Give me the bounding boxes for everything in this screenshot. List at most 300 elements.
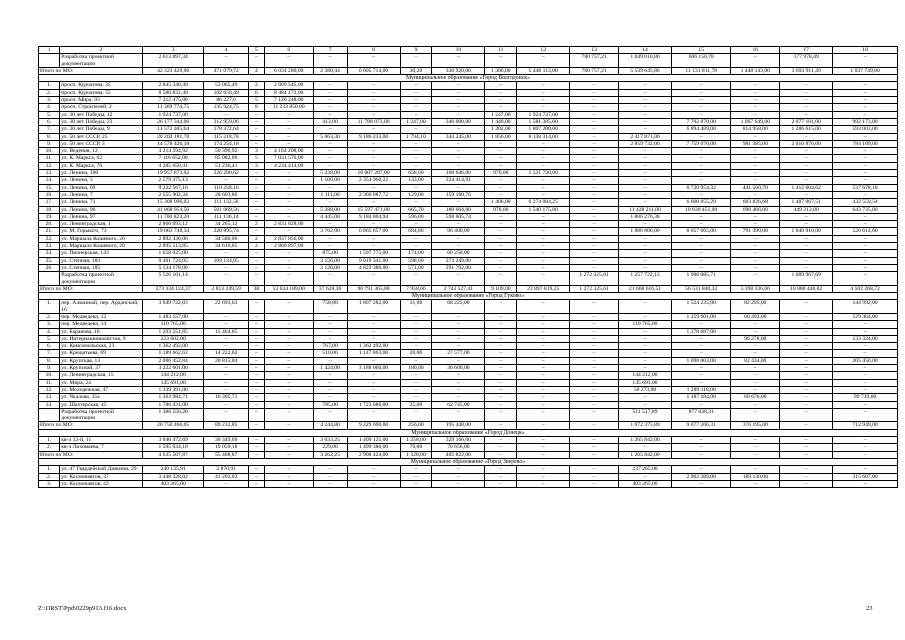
value-cell: 60 492,00: [731, 313, 780, 320]
row-number: 26.: [39, 264, 60, 271]
value-cell: –: [264, 54, 313, 68]
value-cell: –: [264, 206, 313, 213]
value-cell: 53 065,49: [204, 82, 249, 89]
value-cell: –: [731, 162, 780, 169]
value-cell: 8 484 173,00: [264, 89, 313, 96]
value-cell: 1 067 649,00: [731, 118, 780, 125]
address-cell: ул. Чкалова, 35а: [60, 394, 143, 401]
value-cell: –: [833, 386, 898, 393]
value-cell: 3 448 328,02: [142, 473, 204, 480]
value-cell: –: [517, 213, 570, 220]
value-cell: –: [485, 104, 517, 111]
value-cell: 1 531 730,00: [517, 170, 570, 177]
value-cell: 3 693 911,49: [780, 67, 833, 74]
value-cell: –: [833, 379, 898, 386]
value-cell: 5 134 178,00: [142, 264, 204, 271]
value-cell: 6 660 055,29: [672, 199, 731, 206]
value-cell: –: [517, 379, 570, 386]
value-cell: 99 719,00: [833, 394, 898, 401]
value-cell: –: [731, 191, 780, 198]
value-cell: 240 135,91: [142, 466, 204, 473]
value-cell: 76 656,00: [432, 444, 485, 451]
value-cell: –: [204, 365, 249, 372]
value-cell: 403 265,00: [142, 480, 204, 487]
address-cell: пер. Медведева, 12: [60, 313, 143, 320]
value-cell: 785,00: [313, 401, 347, 408]
value-cell: –: [731, 401, 780, 408]
value-cell: 180,00: [400, 365, 432, 372]
row-number: 8.: [39, 357, 60, 364]
row-number: 14.: [39, 177, 60, 184]
address-cell: ул. Космонавтов, 37: [60, 473, 143, 480]
value-cell: –: [432, 140, 485, 147]
value-cell: 1 272 325,61: [570, 272, 619, 286]
column-number: 4: [204, 47, 249, 54]
value-cell: –: [264, 335, 313, 342]
value-cell: –: [347, 221, 400, 228]
value-cell: 109 134,05: [204, 257, 249, 264]
value-cell: –: [313, 111, 347, 118]
value-cell: –: [204, 401, 249, 408]
value-cell: 329 166,00: [432, 437, 485, 444]
value-cell: –: [347, 126, 400, 133]
value-cell: 1 406,00: [485, 199, 517, 206]
value-cell: –: [833, 243, 898, 250]
value-cell: –: [780, 177, 833, 184]
value-cell: –: [485, 379, 517, 386]
value-cell: –: [248, 422, 264, 429]
table-row: [39, 184, 898, 191]
value-cell: 4 445,00: [313, 213, 347, 220]
address-cell: ул. Крупской, 37: [60, 365, 143, 372]
value-cell: –: [485, 300, 517, 314]
value-cell: –: [264, 394, 313, 401]
table-row: [39, 394, 898, 401]
value-cell: 598 605,74: [432, 213, 485, 220]
value-cell: 1 247,00: [400, 118, 432, 125]
value-cell: –: [248, 170, 264, 177]
row-number: 18.: [39, 206, 60, 213]
value-cell: 10 830 451,00: [672, 206, 731, 213]
value-cell: 5 448 113,00: [517, 67, 570, 74]
address-cell: ул. Ленина, 7: [60, 191, 143, 198]
row-number: 21.: [39, 228, 60, 235]
address-cell: просп. Курчатова, 35: [60, 82, 143, 89]
value-cell: –: [780, 394, 833, 401]
value-cell: –: [400, 97, 432, 104]
address-cell: ул. Пионерская, 143: [60, 250, 143, 257]
table-row: [39, 480, 898, 487]
value-cell: 1 658 025,00: [142, 250, 204, 257]
value-cell: –: [313, 89, 347, 96]
value-cell: 68 225,00: [432, 300, 485, 314]
value-cell: 291 792,00: [432, 264, 485, 271]
value-cell: 34 580,06: [204, 235, 249, 242]
value-cell: 2: [248, 235, 264, 242]
value-cell: 603 826,68: [731, 199, 780, 206]
value-cell: –: [313, 82, 347, 89]
value-cell: –: [517, 394, 570, 401]
value-cell: –: [248, 372, 264, 379]
value-cell: –: [485, 191, 517, 198]
value-cell: 1 257 722,13: [619, 272, 672, 286]
value-cell: –: [248, 365, 264, 372]
value-cell: –: [517, 250, 570, 257]
value-cell: –: [731, 365, 780, 372]
value-cell: 471 079,72: [204, 67, 249, 74]
municipality-section-row: [39, 429, 898, 436]
value-cell: 1 483 557,00: [142, 313, 204, 320]
value-cell: –: [672, 321, 731, 328]
value-cell: 36 349,69: [204, 437, 249, 444]
value-cell: –: [432, 221, 485, 228]
value-cell: –: [672, 213, 731, 220]
value-cell: –: [570, 444, 619, 451]
value-cell: –: [780, 357, 833, 364]
value-cell: –: [264, 126, 313, 133]
value-cell: –: [485, 184, 517, 191]
value-cell: –: [347, 162, 400, 169]
value-cell: 312 959,06: [204, 118, 249, 125]
value-cell: –: [248, 140, 264, 147]
value-cell: –: [619, 155, 672, 162]
value-cell: –: [570, 379, 619, 386]
value-cell: –: [570, 422, 619, 429]
value-cell: 273 334 124,37: [142, 285, 204, 292]
value-cell: 875,00: [313, 250, 347, 257]
value-cell: –: [347, 466, 400, 473]
value-cell: –: [264, 357, 313, 364]
address-cell: ул. Ленинградская, 15: [60, 372, 143, 379]
value-cell: –: [833, 343, 898, 350]
value-cell: –: [313, 386, 347, 393]
value-cell: 11 369 774,75: [142, 104, 204, 111]
value-cell: –: [400, 126, 432, 133]
table-row: [39, 235, 898, 242]
address-cell: ул. Молодежная, 47: [60, 386, 143, 393]
value-cell: –: [432, 155, 485, 162]
value-cell: –: [313, 408, 347, 422]
value-cell: –: [432, 357, 485, 364]
value-cell: –: [731, 321, 780, 328]
value-cell: –: [517, 191, 570, 198]
value-cell: 1 328,00: [400, 451, 432, 458]
value-cell: 9 019 341,00: [347, 257, 400, 264]
value-cell: –: [204, 250, 249, 257]
value-cell: –: [619, 328, 672, 335]
value-cell: –: [570, 111, 619, 118]
value-cell: 8: [248, 104, 264, 111]
address-cell: ул. Комсомольская, 23: [60, 343, 143, 350]
value-cell: –: [570, 148, 619, 155]
value-cell: –: [780, 379, 833, 386]
value-cell: 1 272 325,61: [570, 285, 619, 292]
value-cell: –: [833, 54, 898, 68]
value-cell: 16 305,71: [204, 394, 249, 401]
value-cell: 60 250,00: [432, 250, 485, 257]
value-cell: 992 173,00: [833, 118, 898, 125]
value-cell: –: [780, 313, 833, 320]
value-cell: 2 579 375,13: [142, 177, 204, 184]
value-cell: –: [570, 177, 619, 184]
value-cell: 658,00: [400, 170, 432, 177]
value-cell: 8 586 831,49: [142, 89, 204, 96]
value-cell: 82 295,00: [731, 300, 780, 314]
value-cell: –: [248, 321, 264, 328]
value-cell: 28 603,86: [204, 191, 249, 198]
value-cell: 9 077 266,31: [672, 422, 731, 429]
value-cell: –: [432, 343, 485, 350]
value-cell: –: [485, 235, 517, 242]
value-cell: –: [347, 97, 400, 104]
value-cell: –: [313, 97, 347, 104]
value-cell: –: [517, 357, 570, 364]
row-number: [39, 54, 60, 68]
value-cell: 7 958,66: [400, 285, 432, 292]
value-cell: 1 595 034,18: [142, 444, 204, 451]
value-cell: –: [570, 82, 619, 89]
value-cell: –: [731, 82, 780, 89]
value-cell: –: [672, 451, 731, 458]
value-cell: –: [570, 300, 619, 314]
value-cell: 814 958,00: [731, 126, 780, 133]
value-cell: –: [672, 250, 731, 257]
value-cell: –: [264, 444, 313, 451]
value-cell: –: [780, 170, 833, 177]
value-cell: 110 765,00: [619, 321, 672, 328]
value-cell: –: [731, 177, 780, 184]
value-cell: –: [248, 177, 264, 184]
value-cell: –: [313, 155, 347, 162]
value-cell: 2: [248, 82, 264, 89]
value-cell: 20,00: [400, 350, 432, 357]
value-cell: –: [400, 104, 432, 111]
value-cell: 4: [248, 67, 264, 74]
value-cell: 2 831 828,00: [264, 221, 313, 228]
value-cell: 62 745,00: [432, 401, 485, 408]
row-number: 12.: [39, 386, 60, 393]
address-cell: кв-л 12-й, 11: [60, 437, 143, 444]
value-cell: –: [432, 199, 485, 206]
value-cell: 8 138 314,00: [517, 133, 570, 140]
row-number: 1.: [39, 82, 60, 89]
value-cell: –: [570, 199, 619, 206]
value-cell: –: [570, 213, 619, 220]
table-row: [39, 126, 898, 133]
row-number: 12.: [39, 162, 60, 169]
municipality-title: Муниципальное образование «Город Гуково»: [39, 293, 898, 300]
value-cell: –: [517, 82, 570, 89]
value-cell: –: [347, 89, 400, 96]
value-cell: –: [347, 82, 400, 89]
value-cell: –: [204, 321, 249, 328]
value-cell: 981 385,00: [731, 140, 780, 147]
value-cell: –: [780, 350, 833, 357]
value-cell: 2 866 093,12: [142, 221, 204, 228]
value-cell: 4 822 386,00: [347, 264, 400, 271]
value-cell: 8 057 665,00: [672, 228, 731, 235]
value-cell: 6 605 714,00: [347, 67, 400, 74]
value-cell: –: [347, 328, 400, 335]
value-cell: –: [400, 54, 432, 68]
row-number: 2.: [39, 444, 60, 451]
value-cell: –: [517, 272, 570, 286]
value-cell: 1 412 604,62: [780, 184, 833, 191]
value-cell: –: [485, 264, 517, 271]
value-cell: 3 188 000,00: [347, 365, 400, 372]
value-cell: 1 540 175,00: [517, 206, 570, 213]
value-cell: –: [619, 118, 672, 125]
column-number: 5: [248, 47, 264, 54]
value-cell: –: [731, 155, 780, 162]
value-cell: –: [672, 466, 731, 473]
value-cell: 1 807 200,00: [517, 126, 570, 133]
value-cell: –: [833, 350, 898, 357]
value-cell: 55 408,87: [204, 451, 249, 458]
value-cell: –: [432, 473, 485, 480]
table-row: [39, 140, 898, 147]
value-cell: –: [264, 343, 313, 350]
value-cell: –: [313, 54, 347, 68]
row-number: 24.: [39, 250, 60, 257]
value-cell: –: [248, 184, 264, 191]
value-cell: –: [264, 480, 313, 487]
address-cell: ул. Ленина, 5: [60, 177, 143, 184]
value-cell: –: [672, 82, 731, 89]
value-cell: –: [347, 408, 400, 422]
value-cell: –: [204, 386, 249, 393]
value-cell: –: [570, 235, 619, 242]
value-cell: –: [619, 111, 672, 118]
row-number: 9.: [39, 140, 60, 147]
value-cell: –: [313, 243, 347, 250]
value-cell: –: [313, 235, 347, 242]
address-cell: ул. Ленина, 96: [60, 206, 143, 213]
value-cell: –: [400, 89, 432, 96]
column-number: 6: [264, 47, 313, 54]
table-row: [39, 272, 898, 286]
value-cell: –: [313, 335, 347, 342]
value-cell: –: [347, 111, 400, 118]
value-cell: 6 720 954,32: [672, 184, 731, 191]
value-cell: –: [619, 162, 672, 169]
value-cell: 129,00: [400, 191, 432, 198]
value-cell: –: [347, 386, 400, 393]
value-cell: –: [517, 422, 570, 429]
value-cell: –: [833, 264, 898, 271]
value-cell: –: [248, 408, 264, 422]
value-cell: –: [672, 148, 731, 155]
value-cell: 229,00: [313, 444, 347, 451]
address-cell: просп. Строителей, 2: [60, 104, 143, 111]
value-cell: 1 306,00: [485, 67, 517, 74]
value-cell: 25,00: [400, 401, 432, 408]
value-cell: –: [731, 148, 780, 155]
value-cell: –: [833, 365, 898, 372]
value-cell: –: [833, 170, 898, 177]
value-cell: –: [833, 272, 898, 286]
value-cell: 3 762,00: [313, 228, 347, 235]
value-cell: –: [570, 264, 619, 271]
table-row: [39, 206, 898, 213]
address-cell: ул. Ведения, 12: [60, 148, 143, 155]
value-cell: –: [619, 394, 672, 401]
value-cell: –: [780, 408, 833, 422]
value-cell: –: [264, 473, 313, 480]
row-number: 4.: [39, 104, 60, 111]
value-cell: 405 822,00: [432, 451, 485, 458]
municipality-title: Муниципальное образование «Город Зверево»: [39, 458, 898, 465]
value-cell: 537 678,18: [833, 184, 898, 191]
address-cell: просп. Курчатова, 55: [60, 89, 143, 96]
value-cell: 1 100,00: [313, 177, 347, 184]
value-cell: 145 691,00: [142, 379, 204, 386]
value-cell: –: [570, 408, 619, 422]
value-cell: –: [780, 328, 833, 335]
value-cell: –: [672, 401, 731, 408]
value-cell: 5 526 101,14: [142, 272, 204, 286]
value-cell: 5 288,00: [313, 206, 347, 213]
value-cell: –: [780, 104, 833, 111]
value-cell: –: [485, 394, 517, 401]
value-cell: –: [833, 148, 898, 155]
value-cell: –: [780, 437, 833, 444]
value-cell: –: [485, 408, 517, 422]
value-cell: –: [517, 177, 570, 184]
value-cell: 11 131 811,78: [672, 67, 731, 74]
column-number: 18: [833, 47, 898, 54]
value-cell: –: [485, 444, 517, 451]
value-cell: 1 265 842,00: [619, 451, 672, 458]
value-cell: –: [672, 111, 731, 118]
value-cell: –: [517, 243, 570, 250]
value-cell: 133 324,00: [833, 335, 898, 342]
total-label: Итого по МО:: [39, 285, 143, 292]
table-row: [39, 89, 898, 96]
value-cell: –: [517, 155, 570, 162]
value-cell: 1 723 686,00: [347, 401, 400, 408]
value-cell: –: [833, 408, 898, 422]
value-cell: –: [400, 480, 432, 487]
value-cell: –: [780, 264, 833, 271]
value-cell: –: [204, 313, 249, 320]
value-cell: 791 390,00: [731, 228, 780, 235]
value-cell: 1 924 737,00: [142, 111, 204, 118]
row-number: 14.: [39, 401, 60, 408]
address-cell: ул. Баранова, 10: [60, 328, 143, 335]
column-number: 9: [400, 47, 432, 54]
column-number: 7: [313, 47, 347, 54]
value-cell: 2 892 436,06: [142, 235, 204, 242]
value-cell: –: [731, 386, 780, 393]
value-cell: –: [731, 328, 780, 335]
row-number: 19.: [39, 213, 60, 220]
value-cell: –: [204, 335, 249, 342]
value-cell: –: [619, 148, 672, 155]
row-number: 2.: [39, 313, 60, 320]
value-cell: –: [731, 97, 780, 104]
value-cell: –: [264, 321, 313, 328]
value-cell: 2 860 897,00: [264, 243, 313, 250]
value-cell: –: [780, 250, 833, 257]
value-cell: 598,00: [400, 257, 432, 264]
value-cell: –: [517, 89, 570, 96]
value-cell: 978,00: [485, 206, 517, 213]
value-cell: –: [619, 250, 672, 257]
value-cell: –: [780, 221, 833, 228]
value-cell: –: [204, 111, 249, 118]
value-cell: –: [780, 480, 833, 487]
